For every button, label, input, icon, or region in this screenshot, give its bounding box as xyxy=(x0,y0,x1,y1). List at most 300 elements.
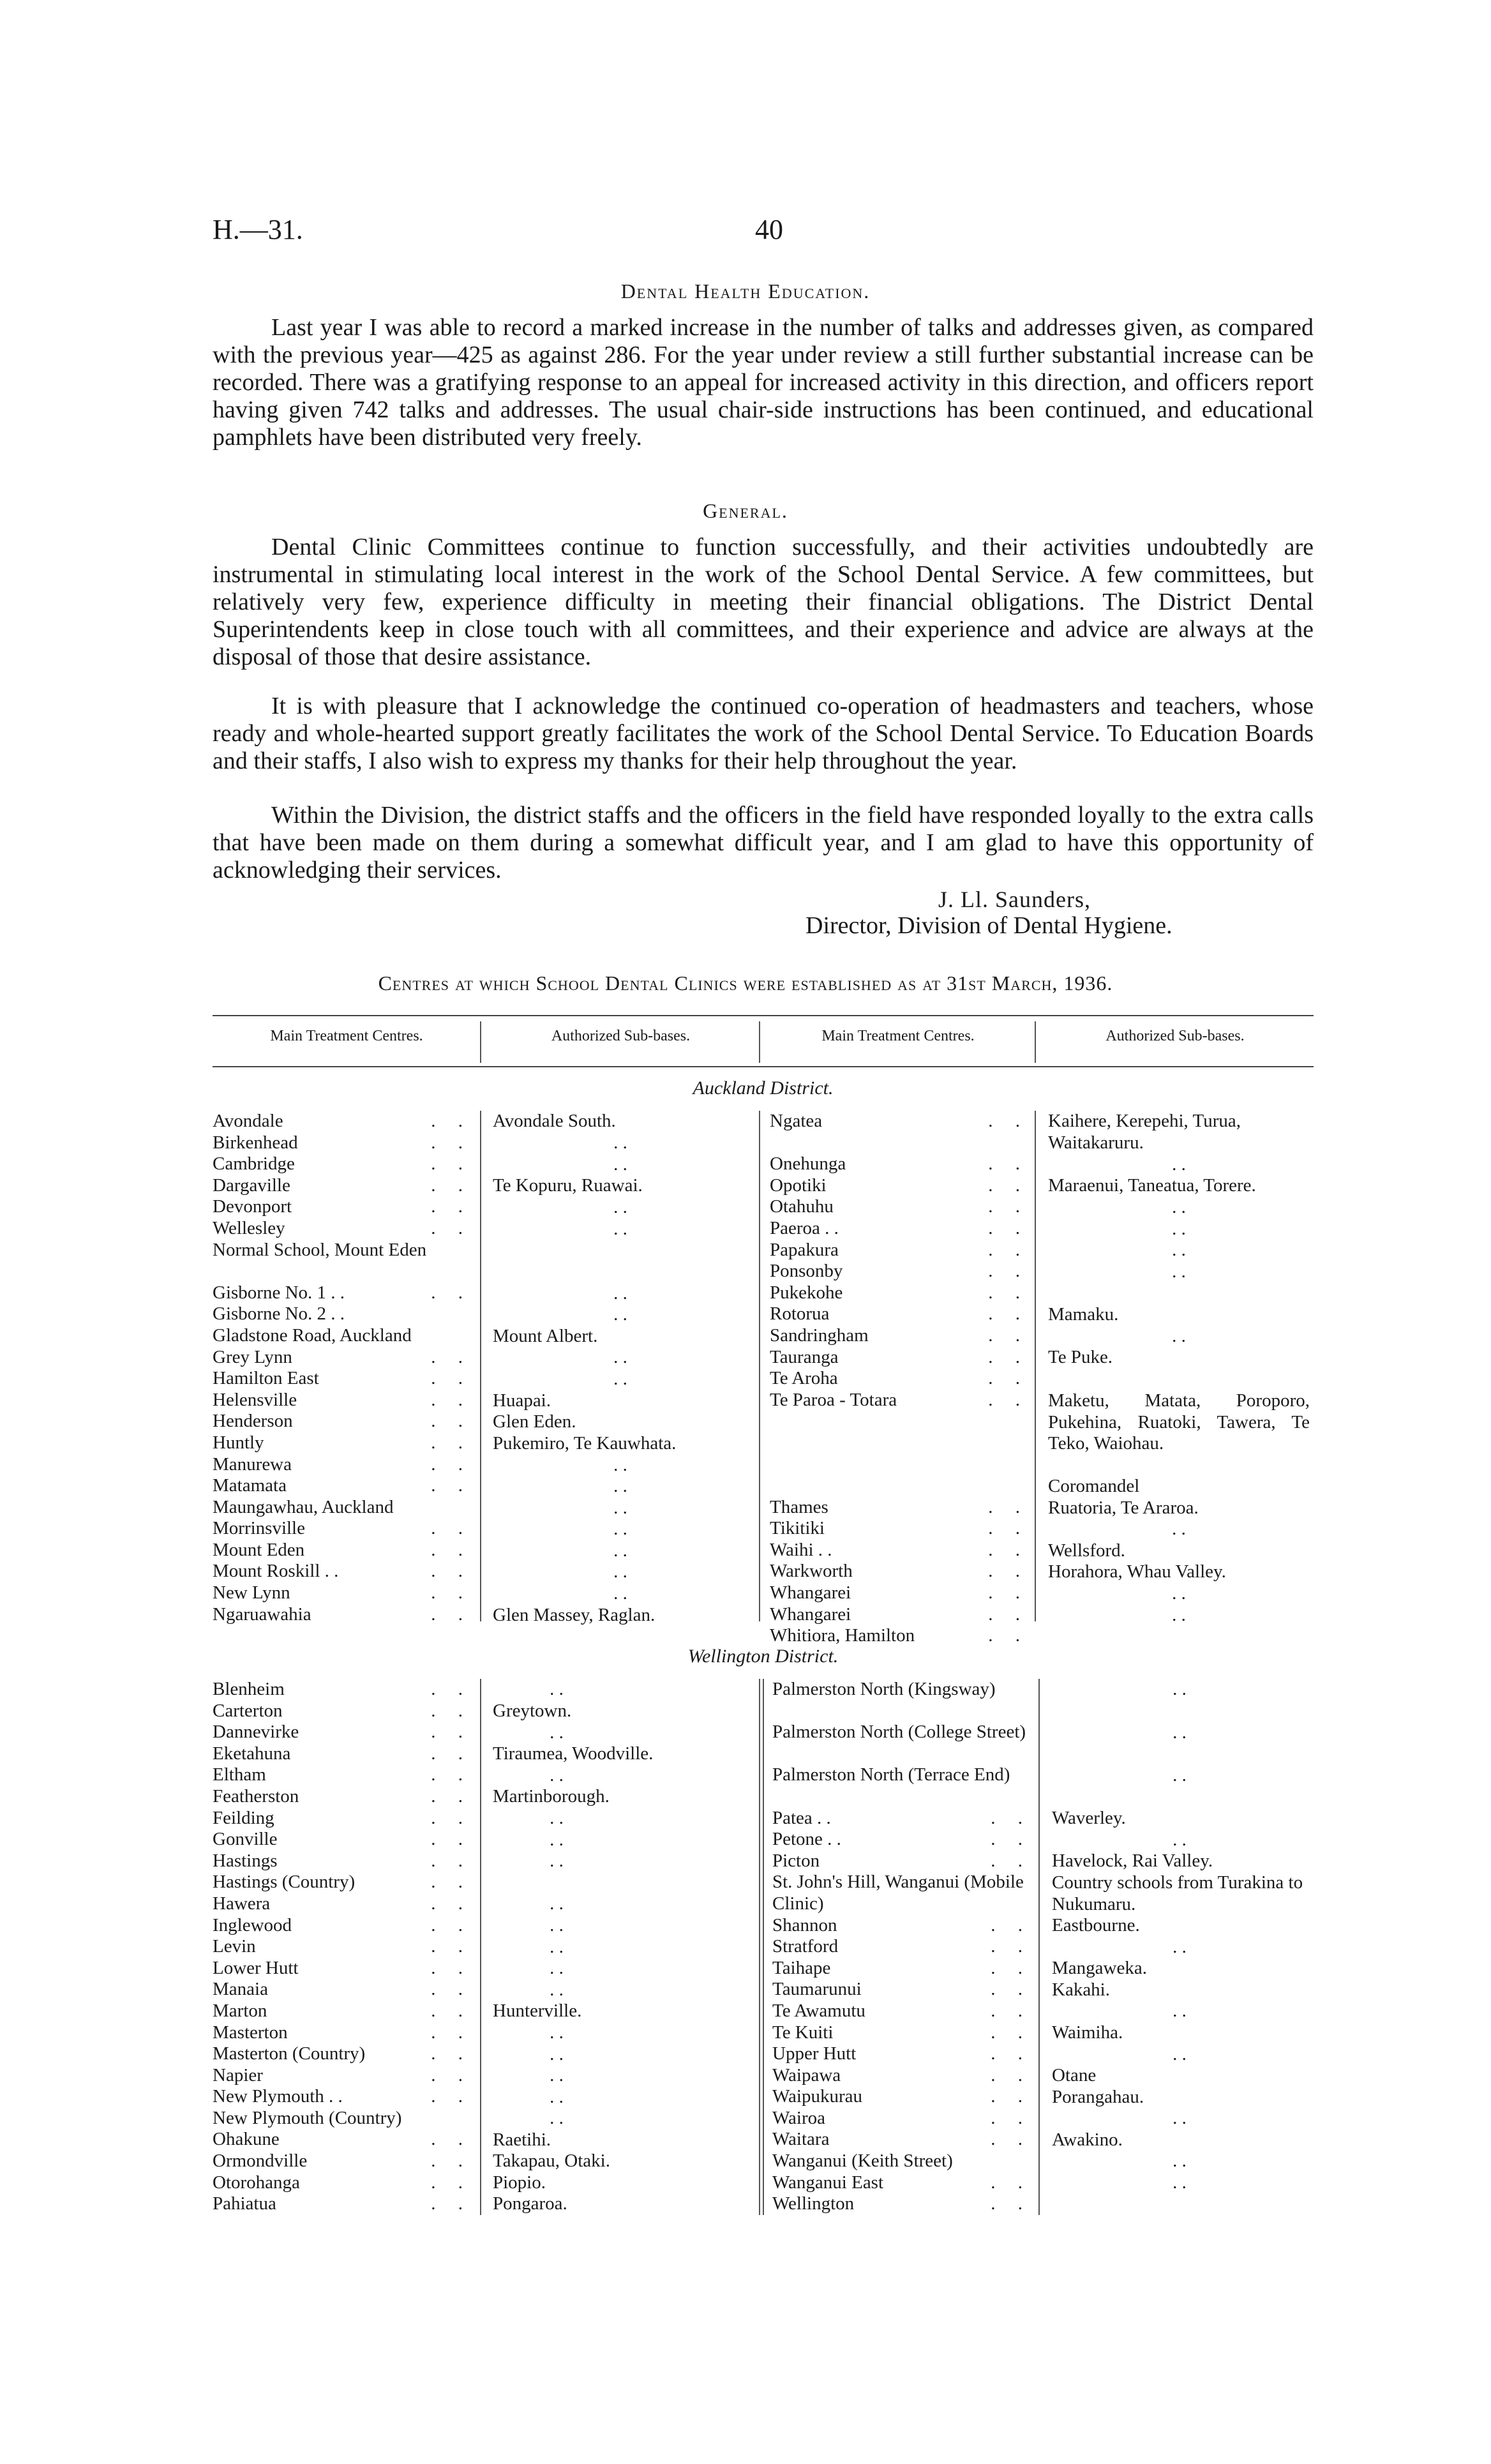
main-centre-label: Eltham xyxy=(213,1764,266,1785)
main-centre-label: Gladstone Road, Auckland xyxy=(213,1325,412,1346)
leader-dots: . . xyxy=(991,2043,1031,2064)
main-centre-name xyxy=(213,2043,476,2065)
auckland-main-centres-right xyxy=(770,1111,1033,1647)
main-centre-name xyxy=(772,1958,1035,1979)
leader-dots: . . xyxy=(988,1539,1029,1560)
main-centre-label: Papakura xyxy=(770,1239,839,1260)
ditto-dots: . . xyxy=(1173,2172,1187,2193)
main-centre-name xyxy=(772,1808,1035,1829)
main-centre-name xyxy=(213,1518,476,1540)
ditto-dots: . . xyxy=(1172,1605,1186,1625)
main-centre-name xyxy=(772,2151,1035,2172)
main-centre-label: Tikitiki xyxy=(770,1518,825,1539)
ditto-dots: . . xyxy=(613,1561,627,1582)
leader-dots: . . xyxy=(991,2022,1031,2043)
leader-dots: . . xyxy=(431,1454,472,1475)
main-centre-label: Waihi . . xyxy=(770,1539,832,1560)
main-centre-label: Devonport xyxy=(213,1196,292,1217)
leader-dots: . . xyxy=(431,1539,472,1560)
ditto-dots: . . xyxy=(613,1283,627,1303)
page-header xyxy=(213,213,1278,252)
leader-dots: . . xyxy=(988,1561,1029,1582)
leader-dots: . . xyxy=(431,2129,472,2150)
main-centre-name xyxy=(770,1261,1033,1282)
main-centre-label: Inglewood xyxy=(213,1914,292,1935)
wellington-sub-base: Martinborough. xyxy=(493,1786,610,1807)
main-centre-name xyxy=(770,1111,1033,1132)
ditto-dots: . . xyxy=(1172,1519,1186,1539)
main-centre-name xyxy=(770,1303,1033,1325)
main-centre-label: Matamata xyxy=(213,1475,287,1496)
wellington-sub-base: Greytown. xyxy=(493,1701,572,1721)
ditto-dots: . . xyxy=(613,1476,627,1496)
main-centre-label: Mount Eden xyxy=(213,1539,305,1560)
wellington-sub-base: Awakino. xyxy=(1052,2130,1123,2150)
main-centre-label: Onehunga xyxy=(770,1153,846,1175)
main-centre-label: Wanganui (Keith Street) xyxy=(772,2151,953,2172)
main-centre-name xyxy=(770,1390,1033,1411)
ditto-dots: . . xyxy=(550,1893,564,1914)
main-centre-label: Birkenhead xyxy=(213,1132,298,1153)
main-centre-label: Hawera xyxy=(213,1893,271,1914)
main-centre-name xyxy=(770,1518,1033,1540)
ditto-dots: . . xyxy=(550,2087,564,2107)
main-centre-label: Te Awamutu xyxy=(772,2000,865,2021)
auckland-sub-base: Pukemiro, Te Kauwhata. xyxy=(493,1433,677,1454)
main-centre-label: Tauranga xyxy=(770,1346,839,1367)
signature-title: Director, Division of Dental Hygiene. xyxy=(805,912,1173,939)
leader-dots: . . xyxy=(431,1785,472,1807)
ditto-dots: . . xyxy=(613,1519,627,1539)
signature-name: J. Ll. Saunders, xyxy=(938,887,1091,912)
leader-dots: . . xyxy=(431,1764,472,1785)
main-centre-label: Helensville xyxy=(213,1389,297,1410)
leader-dots: . . xyxy=(988,1496,1029,1517)
main-centre-label: Whangarei xyxy=(770,1604,851,1625)
main-centre-name xyxy=(772,2043,1035,2065)
leader-dots: . . xyxy=(431,1604,472,1625)
main-centre-name xyxy=(770,1282,1033,1304)
main-centre-name xyxy=(772,2065,1035,2087)
main-centre-name xyxy=(770,1240,1033,1261)
main-centre-name xyxy=(213,1454,476,1476)
auckland-sub-base: Horahora, Whau Valley. xyxy=(1048,1561,1226,1582)
main-centre-name xyxy=(213,1132,476,1154)
leader-dots: . . xyxy=(431,1411,472,1432)
main-centre-name xyxy=(213,2065,476,2087)
wellington-sub-base: Pongaroa. xyxy=(493,2193,567,2214)
main-centre-label: Patea . . xyxy=(772,1807,831,1828)
ditto-dots: . . xyxy=(1173,2151,1187,2171)
main-centre-name xyxy=(772,2129,1035,2151)
auckland-sub-base: Glen Eden. xyxy=(493,1411,576,1432)
ditto-dots: . . xyxy=(1172,1197,1186,1217)
wellington-sub-base: Porangahau. xyxy=(1052,2087,1144,2107)
col-header-sub-2: Authorized Sub-bases. xyxy=(1105,1028,1245,1044)
leader-dots: . . xyxy=(431,1914,472,1935)
leader-dots: . . xyxy=(431,1850,472,1871)
main-centre-name xyxy=(772,1829,1035,1851)
main-centre-name xyxy=(770,1604,1033,1626)
main-centre-name xyxy=(770,1561,1033,1582)
main-centre-label: Stratford xyxy=(772,1936,839,1957)
leader-dots: . . xyxy=(991,1850,1031,1871)
paragraph-dental-health-education: Last year I was able to record a marked increase in the number of talks and addresses given, as compared with the previous year—425 as against 286. For the year under review a still further substantial increase can be recorded. There was a gratifying response to an appeal for increased activity in this direction, and officers report having given 742 talks and addresses. The usual chair-side instructions has been continued, and educational pamphlets have been distributed very freely. xyxy=(213,314,1314,451)
document-reference: H.—31. xyxy=(213,214,303,245)
main-centre-label: Taumarunui xyxy=(772,1979,862,2000)
ditto-dots: . . xyxy=(613,1347,627,1367)
column-separator xyxy=(1035,1111,1036,1621)
leader-dots: . . xyxy=(991,2107,1031,2128)
main-centre-name xyxy=(213,1851,476,1872)
main-centre-label: Mount Roskill . . xyxy=(213,1561,339,1582)
main-centre-name xyxy=(213,1915,476,1937)
ditto-dots: . . xyxy=(550,2044,564,2064)
main-centre-label: Rotorua xyxy=(770,1303,830,1325)
main-centre-name xyxy=(772,2108,1035,2130)
leader-dots: . . xyxy=(431,2193,472,2214)
main-centre-label: Opotiki xyxy=(770,1175,827,1196)
leader-dots: . . xyxy=(991,1807,1031,1828)
main-centre-name xyxy=(772,2001,1035,2022)
ditto-dots: . . xyxy=(550,1722,564,1743)
ditto-dots: . . xyxy=(613,1219,627,1239)
leader-dots: . . xyxy=(431,2064,472,2085)
main-centre-name xyxy=(213,2129,476,2151)
main-centre-label: Upper Hutt xyxy=(772,2043,857,2064)
wellington-sub-base: Otane xyxy=(1052,2065,1097,2085)
main-centre-name xyxy=(770,1625,1033,1647)
auckland-sub-base: Kaihere, Kerepehi, Turua, Waitakaruru. xyxy=(1048,1111,1241,1153)
main-centre-label: Waitara xyxy=(772,2129,830,2150)
leader-dots: . . xyxy=(431,2022,472,2043)
main-centre-name xyxy=(772,1979,1035,2001)
district-heading-auckland: Auckland District. xyxy=(693,1078,834,1099)
main-centre-name xyxy=(213,1432,476,1454)
main-centre-label: Levin xyxy=(213,1936,256,1957)
main-centre-name xyxy=(213,1153,476,1175)
leader-dots: . . xyxy=(431,2151,472,2172)
main-centre-label: Ormondville xyxy=(213,2151,308,2172)
main-centre-label: Normal School, Mount Eden xyxy=(213,1239,427,1260)
main-centre-name xyxy=(213,1743,476,1765)
main-centre-label: Masterton (Country) xyxy=(213,2043,366,2064)
leader-dots: . . xyxy=(431,1132,472,1153)
ditto-dots: . . xyxy=(1172,1219,1186,1239)
ditto-dots: . . xyxy=(550,1958,564,1978)
main-centre-name xyxy=(772,1722,1035,1764)
leader-dots: . . xyxy=(991,2086,1031,2107)
leader-dots: . . xyxy=(988,1582,1029,1604)
leader-dots: . . xyxy=(988,1111,1029,1131)
leader-dots: . . xyxy=(431,1582,472,1604)
column-separator xyxy=(480,1679,481,2215)
main-centre-label: Wanganui East xyxy=(772,2172,884,2193)
leader-dots: . . xyxy=(431,1389,472,1410)
main-centre-name xyxy=(213,1196,476,1218)
main-centre-label: Thames xyxy=(770,1496,828,1517)
main-centre-label: Waipukurau xyxy=(772,2086,863,2107)
main-centre-label: Whangarei xyxy=(770,1582,851,1604)
leader-dots: . . xyxy=(431,1282,472,1303)
leader-dots: . . xyxy=(988,1175,1029,1196)
main-centre-name xyxy=(770,1540,1033,1561)
col-header-main-1: Main Treatment Centres. xyxy=(270,1028,423,1044)
wellington-sub-base: Raetihi. xyxy=(493,2130,551,2150)
main-centre-label: Palmerston North (Kingsway) xyxy=(772,1679,996,1699)
leader-dots: . . xyxy=(431,1957,472,1978)
wellington-sub-base: Havelock, Rai Valley. xyxy=(1052,1851,1213,1871)
ditto-dots: . . xyxy=(613,1154,627,1175)
main-centre-name xyxy=(213,1604,476,1626)
main-centre-name xyxy=(772,1679,1035,1722)
main-centre-label: Shannon xyxy=(772,1914,837,1935)
main-centre-name xyxy=(213,1390,476,1411)
leader-dots: . . xyxy=(431,1196,472,1217)
main-centre-name xyxy=(213,1679,476,1701)
ditto-dots: . . xyxy=(550,2065,564,2085)
main-centre-label: Hastings (Country) xyxy=(213,1872,356,1893)
ditto-dots: . . xyxy=(1172,1240,1186,1260)
leader-dots: . . xyxy=(991,2172,1031,2193)
auckland-sub-base: Ruatoria, Te Araroa. xyxy=(1048,1498,1199,1518)
main-centre-name xyxy=(213,1979,476,2001)
column-separator xyxy=(480,1111,481,1621)
main-centre-label: New Lynn xyxy=(213,1582,290,1604)
wellington-sub-base: Hunterville. xyxy=(493,2001,582,2021)
table-top-rule xyxy=(213,1015,1314,1016)
main-centre-label: Hastings xyxy=(213,1850,278,1871)
main-centre-name xyxy=(213,1347,476,1369)
main-centre-label: Te Aroha xyxy=(770,1368,838,1389)
ditto-dots: . . xyxy=(1173,1722,1187,1743)
auckland-sub-base: Maketu, Matata, Poroporo, Pukehina, Ruatoki, Tawera, Te Teko, Waiohau. xyxy=(1048,1390,1310,1454)
leader-dots: . . xyxy=(431,1217,472,1238)
main-centre-name xyxy=(770,1153,1033,1175)
main-centre-label: Ohakune xyxy=(213,2129,280,2150)
ditto-dots: . . xyxy=(1173,2001,1187,2021)
leader-dots: . . xyxy=(431,1979,472,2000)
auckland-sub-base: Maraenui, Taneatua, Torere. xyxy=(1048,1175,1256,1196)
leader-dots: . . xyxy=(431,2000,472,2021)
main-centre-name xyxy=(772,2193,1035,2215)
ditto-dots: . . xyxy=(613,1132,627,1153)
ditto-dots: . . xyxy=(550,2022,564,2043)
district-heading-wellington: Wellington District. xyxy=(687,1646,839,1667)
leader-dots: . . xyxy=(431,1346,472,1367)
ditto-dots: . . xyxy=(613,1197,627,1217)
main-centre-label: Whitiora, Hamilton xyxy=(770,1625,915,1646)
leader-dots: . . xyxy=(988,1261,1029,1282)
leader-dots: . . xyxy=(431,1368,472,1389)
ditto-dots: . . xyxy=(1173,1765,1187,1785)
main-centre-name xyxy=(213,1829,476,1851)
main-centre-label: Petone . . xyxy=(772,1829,841,1850)
table-title: Centres at which School Dental Clinics were established as at 31st March, 1936. xyxy=(378,972,1113,995)
main-centre-name xyxy=(213,1218,476,1240)
main-centre-label: New Plymouth (Country) xyxy=(213,2107,402,2128)
main-centre-name xyxy=(213,1540,476,1561)
leader-dots: . . xyxy=(431,1153,472,1175)
main-centre-name xyxy=(213,2108,476,2130)
main-centre-label: Henderson xyxy=(213,1411,293,1432)
ditto-dots: . . xyxy=(1173,2044,1187,2064)
leader-dots: . . xyxy=(431,1893,472,1914)
auckland-sub-base: Mount Albert. xyxy=(493,1326,598,1346)
main-centre-label: Blenheim xyxy=(213,1679,285,1699)
main-centre-name xyxy=(772,1936,1035,1958)
leader-dots: . . xyxy=(988,1604,1029,1625)
wellington-sub-base: Country schools from Turakina to Nukumaru. xyxy=(1052,1872,1303,1914)
paragraph-general-3: Within the Division, the district staffs and the officers in the field have responded loyally to the extra calls that have been made on them during a somewhat difficult year, and I am glad to have this opportunity of acknowledging their services. xyxy=(213,802,1314,883)
main-centre-name xyxy=(772,1764,1035,1807)
wellington-sub-base: Kakahi. xyxy=(1052,1979,1110,2000)
main-centre-label: Manurewa xyxy=(213,1454,292,1475)
main-centre-name xyxy=(772,2086,1035,2108)
wellington-sub-base: Eastbourne. xyxy=(1052,1915,1140,1935)
main-centre-label: Grey Lynn xyxy=(213,1346,292,1367)
ditto-dots: . . xyxy=(550,1808,564,1828)
spacer xyxy=(770,1132,1033,1154)
leader-dots: . . xyxy=(988,1325,1029,1346)
ditto-dots: . . xyxy=(613,1369,627,1389)
main-centre-label: Pahiatua xyxy=(213,2193,276,2214)
leader-dots: . . xyxy=(988,1368,1029,1389)
header-separator xyxy=(759,1021,760,1063)
main-centre-name xyxy=(770,1582,1033,1604)
main-centre-label: Wairoa xyxy=(772,2107,826,2128)
column-separator xyxy=(1038,1679,1040,2215)
wellington-sub-base: Waverley. xyxy=(1052,1808,1126,1828)
main-centre-label: Wellesley xyxy=(213,1217,285,1238)
wellington-sub-base: Piopio. xyxy=(493,2172,546,2193)
main-centre-name xyxy=(213,1786,476,1808)
leader-dots: . . xyxy=(988,1217,1029,1238)
main-centre-name xyxy=(213,1325,476,1347)
main-centre-label: Carterton xyxy=(213,1700,283,1721)
auckland-sub-base: Huapai. xyxy=(493,1390,551,1411)
main-centre-name xyxy=(772,1851,1035,1872)
main-centre-label: Hamilton East xyxy=(213,1368,319,1389)
paragraph-general-1: Dental Clinic Committees continue to function successfully, and their activities undoubtedly are instrumental in stimulating local interest in the work of the School Dental Service. A few committees, but relatively very few, experience difficulty in meeting their financial obligations. The District Dental Superintendents keep in close touch with all committees, and their experience and advice are always at the disposal of those that desire assistance. xyxy=(213,534,1314,670)
main-centre-name xyxy=(772,1915,1035,1937)
leader-dots: . . xyxy=(431,2172,472,2193)
main-centre-name xyxy=(770,1196,1033,1218)
main-centre-name xyxy=(213,1282,476,1304)
main-centre-name xyxy=(213,1872,476,1893)
main-centre-label: Manaia xyxy=(213,1979,268,2000)
leader-dots: . . xyxy=(991,1914,1031,1935)
paragraph-general-2: It is with pleasure that I acknowledge the continued co-operation of headmasters and teachers, whose ready and whole-hearted support greatly facilitates the work of the School Dental Service. To Education Boards and their staffs, I also wish to express my thanks for their help throughout the year. xyxy=(213,693,1314,774)
main-centre-label: Pukekohe xyxy=(770,1282,843,1303)
main-centre-name xyxy=(213,1808,476,1829)
main-centre-label: Ngaruawahia xyxy=(213,1604,311,1625)
main-centre-name xyxy=(213,2151,476,2172)
main-centre-label: Gonville xyxy=(213,1829,278,1850)
leader-dots: . . xyxy=(431,1432,472,1453)
main-centre-label: Cambridge xyxy=(213,1153,295,1175)
ditto-dots: . . xyxy=(550,1979,564,2000)
main-centre-name xyxy=(213,1561,476,1582)
auckland-sub-base: Glen Massey, Raglan. xyxy=(493,1605,656,1625)
leader-dots: . . xyxy=(988,1153,1029,1175)
main-centre-name xyxy=(213,1368,476,1390)
main-centre-label: Otorohanga xyxy=(213,2172,300,2193)
ditto-dots: . . xyxy=(613,1583,627,1604)
main-centre-label: Featherston xyxy=(213,1785,299,1807)
main-centre-name xyxy=(770,1497,1033,1519)
main-centre-name xyxy=(772,2172,1035,2194)
ditto-dots: . . xyxy=(613,1304,627,1325)
main-centre-name xyxy=(770,1347,1033,1369)
ditto-dots: . . xyxy=(613,1498,627,1518)
main-centre-name xyxy=(213,1701,476,1722)
auckland-sub-base: Te Kopuru, Ruawai. xyxy=(493,1175,643,1196)
auckland-sub-base: Mamaku. xyxy=(1048,1304,1119,1325)
main-centre-label: Huntly xyxy=(213,1432,264,1453)
leader-dots: . . xyxy=(988,1346,1029,1367)
main-centre-name xyxy=(213,1303,476,1325)
leader-dots: . . xyxy=(431,1743,472,1764)
main-centre-label: Paeroa . . xyxy=(770,1217,839,1238)
leader-dots: . . xyxy=(988,1239,1029,1260)
leader-dots: . . xyxy=(991,1936,1031,1957)
main-centre-label: St. John's Hill, Wanganui (Mobile Clinic) xyxy=(772,1872,1024,1914)
main-centre-label: Taihape xyxy=(772,1957,831,1978)
column-separator xyxy=(759,1111,760,1621)
main-centre-name xyxy=(772,2022,1035,2044)
main-centre-name xyxy=(213,1958,476,1979)
main-centre-name xyxy=(213,1764,476,1786)
leader-dots: . . xyxy=(991,1829,1031,1850)
ditto-dots: . . xyxy=(550,1915,564,1935)
main-centre-name xyxy=(213,2172,476,2194)
main-centre-name xyxy=(213,2193,476,2215)
page-number: 40 xyxy=(755,214,783,245)
leader-dots: . . xyxy=(431,1872,472,1893)
leader-dots: . . xyxy=(431,1722,472,1743)
main-centre-name xyxy=(213,2001,476,2022)
main-centre-label: Waipawa xyxy=(772,2064,841,2085)
ditto-dots: . . xyxy=(550,1851,564,1871)
leader-dots: . . xyxy=(431,1475,472,1496)
leader-dots: . . xyxy=(988,1518,1029,1539)
main-centre-name xyxy=(770,1368,1033,1390)
ditto-dots: . . xyxy=(1173,1679,1187,1699)
main-centre-name xyxy=(213,1411,476,1432)
wellington-sub-base: Waimiha. xyxy=(1052,2022,1123,2043)
main-centre-name xyxy=(213,1175,476,1197)
main-centre-label: Wellington xyxy=(772,2193,855,2214)
leader-dots: . . xyxy=(991,2000,1031,2021)
leader-dots: . . xyxy=(431,2043,472,2064)
leader-dots: . . xyxy=(988,1625,1029,1646)
main-centre-name xyxy=(770,1218,1033,1240)
leader-dots: . . xyxy=(988,1303,1029,1325)
leader-dots: . . xyxy=(431,2086,472,2107)
main-centre-label: Marton xyxy=(213,2000,267,2021)
table-header-rule xyxy=(213,1066,1314,1067)
main-centre-label: Palmerston North (College Street) xyxy=(772,1722,1026,1743)
ditto-dots: . . xyxy=(550,1937,564,1957)
main-centre-label: Ponsonby xyxy=(770,1261,843,1282)
header-separator xyxy=(480,1021,481,1063)
main-centre-label: Gisborne No. 1 . . xyxy=(213,1282,345,1303)
leader-dots: . . xyxy=(431,1175,472,1196)
main-centre-label: Picton xyxy=(772,1850,820,1871)
leader-dots: . . xyxy=(431,1111,472,1131)
main-centre-label: Gisborne No. 2 . . xyxy=(213,1303,345,1325)
